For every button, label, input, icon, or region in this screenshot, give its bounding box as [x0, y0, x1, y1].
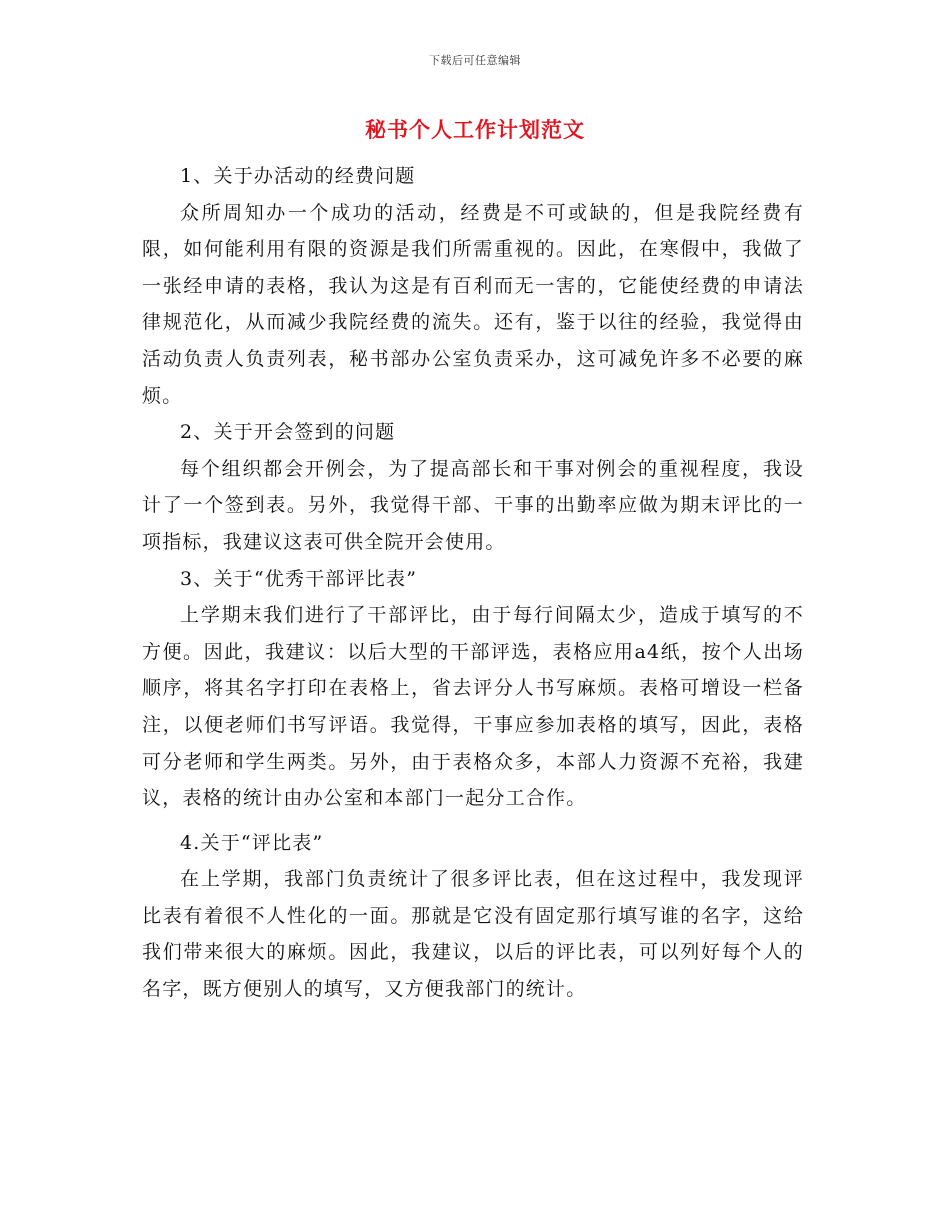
section-heading-2: 2、关于开会签到的问题 — [180, 421, 396, 444]
page-header-note: 下载后可任意编辑 — [429, 54, 521, 67]
paragraph-2: 每个组织都会开例会，为了提高部长和干事对例会的重视程度，我设计了一个签到表。另外，我觉得干部、干事的出勤率应做为期末评比的一项指标，我建议这表可供全院开会使用。 — [142, 457, 804, 553]
paragraph-4: 在上学期，我部门负责统计了很多评比表，但在这过程中，我发现评比表有着很不人性化的一面。那就是它没有固定那行填写谁的名字，这给我们带来很大的麻烦。因此，我建议，以后的评比表，可以列好每个人的名字，既方便别人的填写，又方便我部门的统计。 — [142, 868, 804, 1001]
section-heading-4: 4.关于“评比表” — [180, 831, 324, 854]
section-heading-3: 3、关于“优秀干部评比表” — [180, 567, 418, 590]
paragraph-1: 众所周知办一个成功的活动，经费是不可或缺的，但是我院经费有限，如何能利用有限的资源是我们所需重视的。因此，在寒假中，我做了一张经申请的表格，我认为这是有百利而无一害的，它能使经费的申请法律规范化，从而减少我院经费的流失。还有，鉴于以往的经验，我觉得由活动负责人负责列表，秘书部办公室负责采办，这可减免许多不必要的麻烦。 — [142, 201, 804, 407]
paragraph-3: 上学期末我们进行了干部评比，由于每行间隔太少，造成于填写的不方便。因此，我建议：以后大型的干部评选，表格应用a4纸，按个人出场顺序，将其名字打印在表格上，省去评分人书写麻烦。表格可增设一栏备注，以便老师们书写评语。我觉得，干事应参加表格的填写，因此，表格可分老师和学生两类。另外，由于表格众多，本部人力资源不充裕，我建议，表格的统计由办公室和本部门一起分工合作。 — [142, 604, 804, 810]
document-body — [142, 158, 804, 1008]
section-heading-1: 1、关于办活动的经费问题 — [180, 165, 416, 187]
document-title: 秘书个人工作计划范文 — [365, 117, 585, 142]
